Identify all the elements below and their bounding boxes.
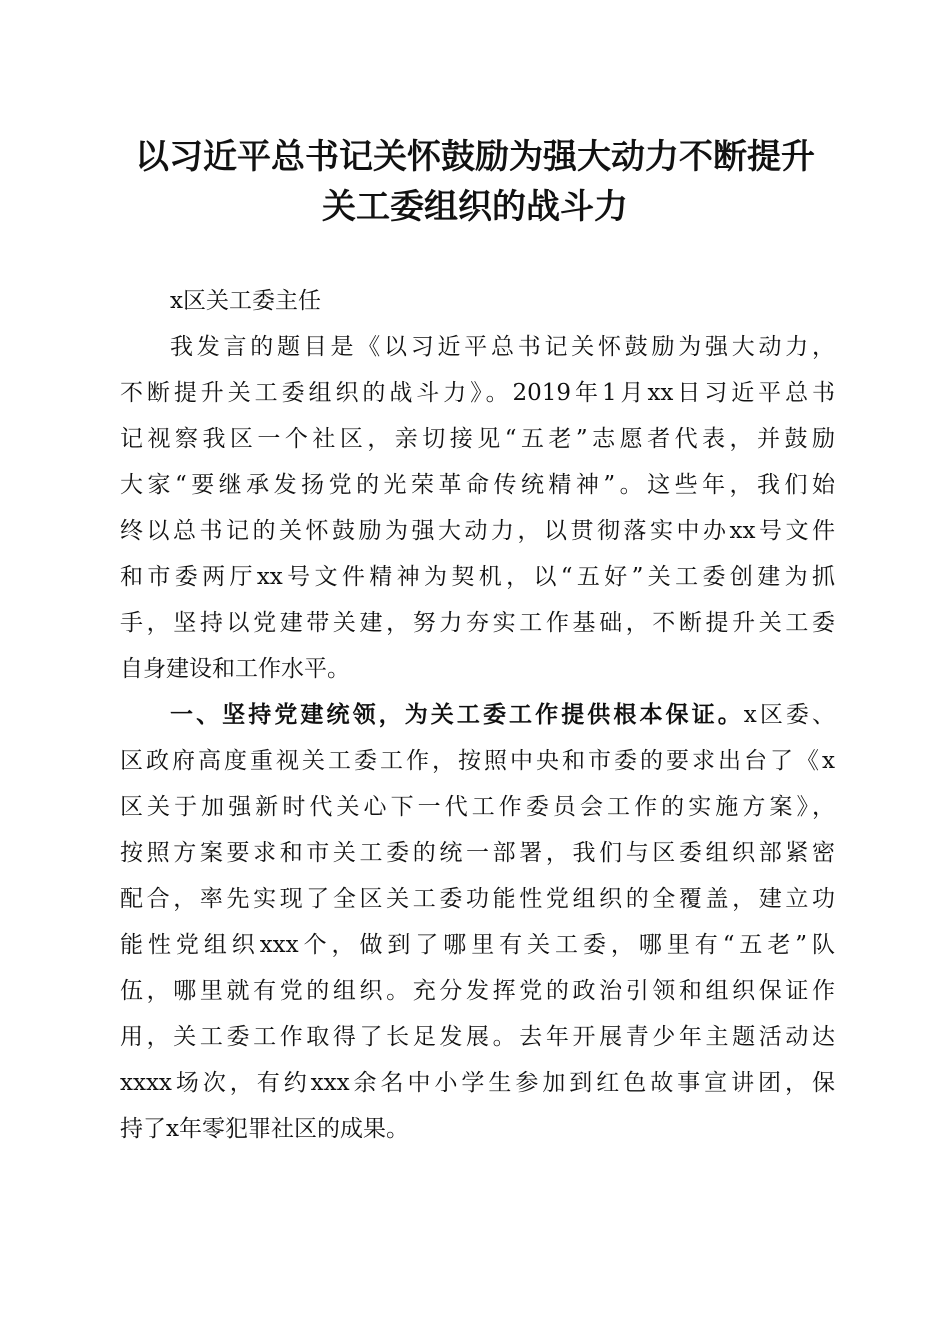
paragraph-2-line: 区关于加强新时代关心下一代工作委员会工作的实施方案》， [120,794,835,820]
paragraph-1-line: 和市委两厅xx号文件精神为契机，以“五好”关工委创建为抓 [120,564,835,590]
section-1-heading-line [120,692,835,738]
paragraph-1-line: 大家“要继承发扬党的光荣革命传统精神”。这些年，我们始 [120,472,835,498]
title-line-2: 关工委组织的战斗力 [322,187,628,227]
author-line: x区关工委主任 [170,288,321,314]
paragraph-2-line: 能性党组织xxx个，做到了哪里有关工委，哪里有“五老”队 [120,932,835,958]
paragraph-1-line: 自身建设和工作水平。 [120,656,350,682]
paragraph-2-line: 按照方案要求和市关工委的统一部署，我们与区委组织部紧密 [120,840,835,866]
section-1-heading: 一、坚持党建统领，为关工委工作提供根本保证。 [170,702,744,728]
section-1-heading-rest: x区委、 [743,702,835,728]
document-body [120,278,835,1152]
paragraph-2-line: 区政府高度重视关工委工作，按照中央和市委的要求出台了《x [120,748,835,774]
title-line-1: 以习近平总书记关怀鼓励为强大动力不断提升 [135,137,815,177]
paragraph-2-line: 持了x年零犯罪社区的成果。 [120,1116,409,1142]
paragraph-2-line: 伍，哪里就有党的组织。充分发挥党的政治引领和组织保证作 [120,978,835,1004]
paragraph-1-line: 不断提升关工委组织的战斗力》。2019年1月xx日习近平总书 [120,380,835,406]
paragraph-2-line: 用，关工委工作取得了长足发展。去年开展青少年主题活动达 [120,1024,835,1050]
document-title [60,132,890,232]
paragraph-2-line: xxxx场次，有约xxx余名中小学生参加到红色故事宣讲团，保 [120,1070,835,1096]
paragraph-1-line: 我发言的题目是《以习近平总书记关怀鼓励为强大动力， [170,334,835,360]
paragraph-2-line: 配合，率先实现了全区关工委功能性党组织的全覆盖，建立功 [120,886,835,912]
paragraph-1-line: 记视察我区一个社区，亲切接见“五老”志愿者代表，并鼓励 [120,426,835,452]
paragraph-1-line: 终以总书记的关怀鼓励为强大动力，以贯彻落实中办xx号文件 [120,518,835,544]
paragraph-1-line: 手，坚持以党建带关建，努力夯实工作基础，不断提升关工委 [120,610,835,636]
